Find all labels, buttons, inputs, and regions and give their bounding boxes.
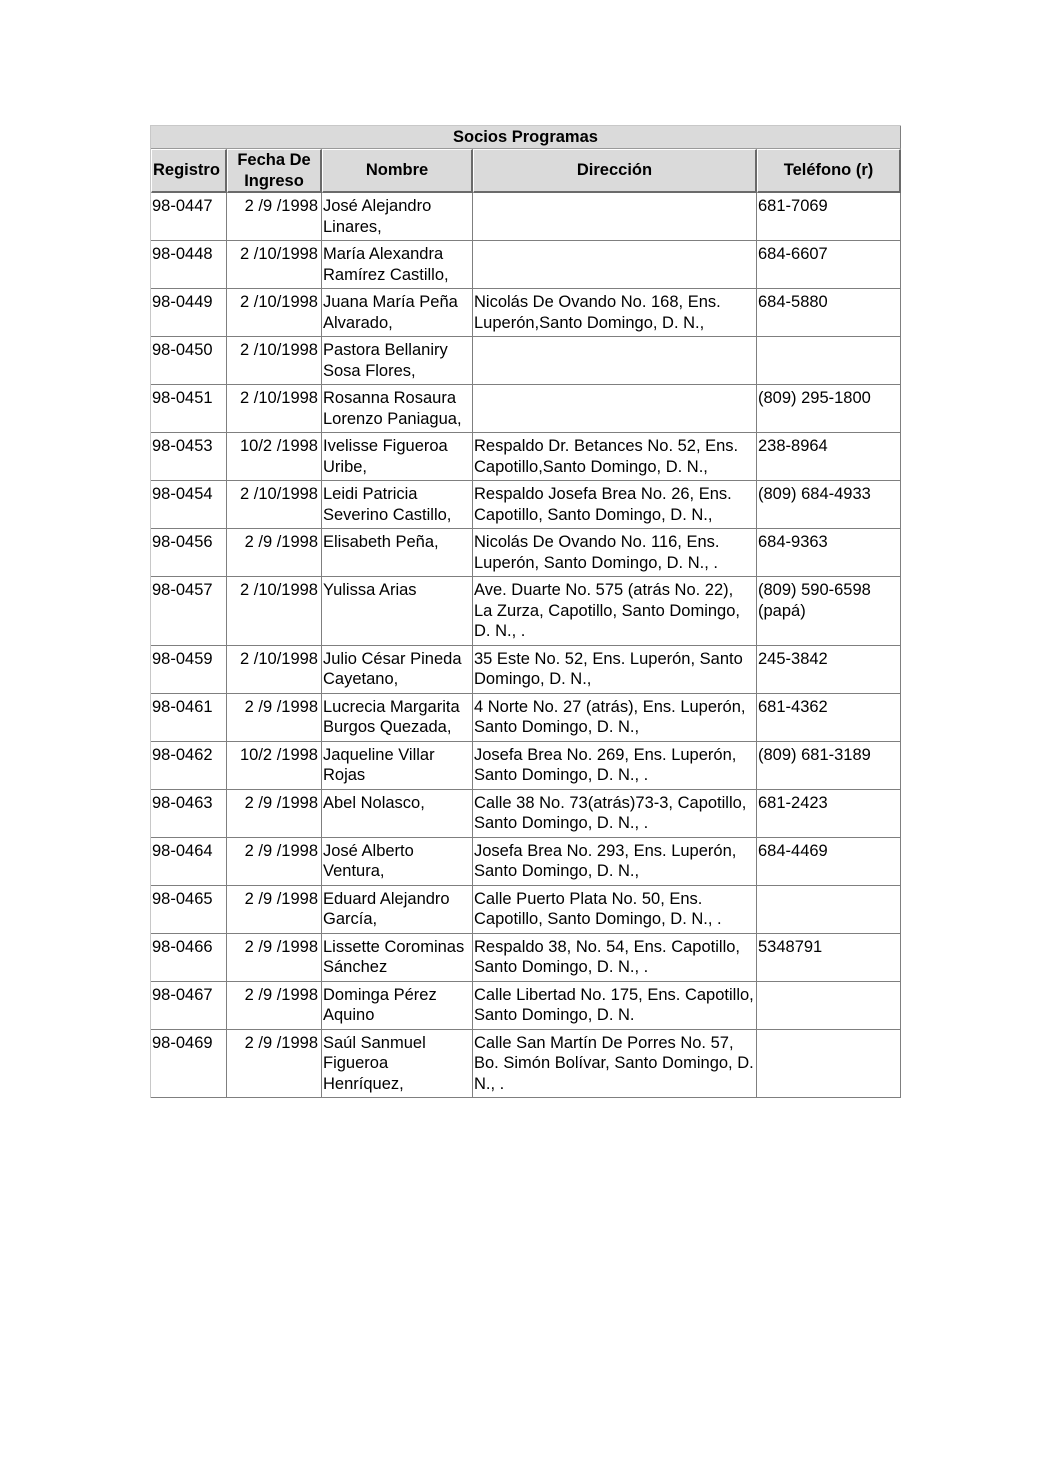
cell-telefono: 245-3842 [757, 646, 901, 694]
table-row [151, 577, 901, 646]
socios-table-container [150, 125, 900, 1098]
table-row [151, 694, 901, 742]
cell-telefono: 681-2423 [757, 790, 901, 838]
cell-fecha-ingreso: 2 /10/1998 [227, 289, 322, 337]
cell-fecha-ingreso: 2 /10/1998 [227, 646, 322, 694]
cell-telefono: 681-4362 [757, 694, 901, 742]
cell-fecha-ingreso: 2 /9 /1998 [227, 529, 322, 577]
cell-telefono: (809) 684-4933 [757, 481, 901, 529]
cell-registro: 98-0463 [151, 790, 227, 838]
cell-registro: 98-0454 [151, 481, 227, 529]
table-row [151, 385, 901, 433]
cell-registro: 98-0453 [151, 433, 227, 481]
cell-telefono: 5348791 [757, 934, 901, 982]
cell-direccion: Calle Libertad No. 175, Ens. Capotillo, Santo Domingo, D. N. [473, 982, 757, 1030]
cell-direccion: Calle San Martín De Porres No. 57, Bo. Simón Bolívar, Santo Domingo, D. N., . [473, 1030, 757, 1099]
cell-registro: 98-0450 [151, 337, 227, 385]
cell-direccion: 4 Norte No. 27 (atrás), Ens. Luperón, Santo Domingo, D. N., [473, 694, 757, 742]
cell-telefono: (809) 590-6598 (papá) [757, 577, 901, 646]
header-direccion: Dirección [473, 149, 757, 193]
cell-fecha-ingreso: 10/2 /1998 [227, 742, 322, 790]
cell-registro: 98-0457 [151, 577, 227, 646]
cell-registro: 98-0466 [151, 934, 227, 982]
cell-direccion: Respaldo 38, No. 54, Ens. Capotillo, Santo Domingo, D. N., . [473, 934, 757, 982]
cell-direccion: Calle Puerto Plata No. 50, Ens. Capotillo, Santo Domingo, D. N., . [473, 886, 757, 934]
cell-direccion: Ave. Duarte No. 575 (atrás No. 22), La Zurza, Capotillo, Santo Domingo, D. N., . [473, 577, 757, 646]
cell-telefono [757, 982, 901, 1030]
cell-registro: 98-0465 [151, 886, 227, 934]
cell-registro: 98-0464 [151, 838, 227, 886]
cell-fecha-ingreso: 2 /10/1998 [227, 337, 322, 385]
cell-telefono: 684-4469 [757, 838, 901, 886]
cell-direccion: Nicolás De Ovando No. 116, Ens. Luperón, Santo Domingo, D. N., . [473, 529, 757, 577]
cell-nombre: Yulissa Arias [322, 577, 473, 646]
table-row [151, 934, 901, 982]
table-row [151, 289, 901, 337]
table-row [151, 790, 901, 838]
cell-direccion [473, 193, 757, 241]
table-row [151, 529, 901, 577]
cell-nombre: Elisabeth Peña, [322, 529, 473, 577]
table-body [151, 193, 901, 1098]
cell-telefono: 684-6607 [757, 241, 901, 289]
cell-registro: 98-0467 [151, 982, 227, 1030]
cell-registro: 98-0447 [151, 193, 227, 241]
cell-nombre: Eduard Alejandro García, [322, 886, 473, 934]
header-telefono: Teléfono (r) [757, 149, 901, 193]
cell-fecha-ingreso: 2 /9 /1998 [227, 694, 322, 742]
cell-nombre: Dominga Pérez Aquino [322, 982, 473, 1030]
cell-registro: 98-0462 [151, 742, 227, 790]
cell-nombre: María Alexandra Ramírez Castillo, [322, 241, 473, 289]
cell-nombre: Saúl Sanmuel Figueroa Henríquez, [322, 1030, 473, 1099]
table-row [151, 1030, 901, 1099]
cell-fecha-ingreso: 2 /9 /1998 [227, 934, 322, 982]
cell-direccion [473, 241, 757, 289]
cell-fecha-ingreso: 2 /10/1998 [227, 577, 322, 646]
table-caption: Socios Programas [151, 126, 901, 149]
cell-fecha-ingreso: 2 /10/1998 [227, 481, 322, 529]
cell-telefono: (809) 295-1800 [757, 385, 901, 433]
cell-fecha-ingreso: 2 /10/1998 [227, 241, 322, 289]
table-row [151, 982, 901, 1030]
cell-nombre: Lissette Corominas Sánchez [322, 934, 473, 982]
cell-registro: 98-0459 [151, 646, 227, 694]
cell-fecha-ingreso: 2 /9 /1998 [227, 193, 322, 241]
table-row [151, 646, 901, 694]
cell-fecha-ingreso: 2 /9 /1998 [227, 886, 322, 934]
cell-registro: 98-0461 [151, 694, 227, 742]
cell-fecha-ingreso: 2 /9 /1998 [227, 982, 322, 1030]
cell-nombre: Lucrecia Margarita Burgos Quezada, [322, 694, 473, 742]
cell-telefono [757, 1030, 901, 1099]
cell-direccion: Calle 38 No. 73(atrás)73-3, Capotillo, Santo Domingo, D. N., . [473, 790, 757, 838]
cell-nombre: Ivelisse Figueroa Uribe, [322, 433, 473, 481]
cell-registro: 98-0451 [151, 385, 227, 433]
cell-telefono: 684-9363 [757, 529, 901, 577]
cell-telefono: 684-5880 [757, 289, 901, 337]
cell-nombre: José Alejandro Linares, [322, 193, 473, 241]
header-fecha-ingreso: Fecha De Ingreso [227, 149, 322, 193]
cell-telefono [757, 337, 901, 385]
table-row [151, 481, 901, 529]
cell-nombre: Leidi Patricia Severino Castillo, [322, 481, 473, 529]
cell-fecha-ingreso: 2 /9 /1998 [227, 1030, 322, 1099]
cell-fecha-ingreso: 2 /9 /1998 [227, 790, 322, 838]
table-row [151, 838, 901, 886]
cell-direccion: 35 Este No. 52, Ens. Luperón, Santo Domingo, D. N., [473, 646, 757, 694]
table-row [151, 742, 901, 790]
cell-direccion [473, 385, 757, 433]
cell-nombre: Julio César Pineda Cayetano, [322, 646, 473, 694]
header-registro: Registro [151, 149, 227, 193]
cell-registro: 98-0449 [151, 289, 227, 337]
cell-registro: 98-0469 [151, 1030, 227, 1099]
header-nombre: Nombre [322, 149, 473, 193]
table-row [151, 886, 901, 934]
cell-nombre: Jaqueline Villar Rojas [322, 742, 473, 790]
cell-nombre: Juana María Peña Alvarado, [322, 289, 473, 337]
cell-direccion: Respaldo Dr. Betances No. 52, Ens. Capotillo,Santo Domingo, D. N., [473, 433, 757, 481]
cell-telefono [757, 886, 901, 934]
cell-telefono: 238-8964 [757, 433, 901, 481]
cell-nombre: José Alberto Ventura, [322, 838, 473, 886]
cell-nombre: Rosanna Rosaura Lorenzo Paniagua, [322, 385, 473, 433]
cell-direccion: Respaldo Josefa Brea No. 26, Ens. Capotillo, Santo Domingo, D. N., [473, 481, 757, 529]
cell-direccion [473, 337, 757, 385]
cell-direccion: Josefa Brea No. 293, Ens. Luperón, Santo Domingo, D. N., [473, 838, 757, 886]
cell-nombre: Pastora Bellaniry Sosa Flores, [322, 337, 473, 385]
table-row [151, 433, 901, 481]
cell-direccion: Josefa Brea No. 269, Ens. Luperón, Santo Domingo, D. N., . [473, 742, 757, 790]
cell-registro: 98-0456 [151, 529, 227, 577]
cell-fecha-ingreso: 2 /9 /1998 [227, 838, 322, 886]
table-row [151, 241, 901, 289]
cell-direccion: Nicolás De Ovando No. 168, Ens. Luperón,Santo Domingo, D. N., [473, 289, 757, 337]
table-row [151, 193, 901, 241]
table-row [151, 337, 901, 385]
cell-fecha-ingreso: 10/2 /1998 [227, 433, 322, 481]
cell-nombre: Abel Nolasco, [322, 790, 473, 838]
socios-table [150, 125, 901, 1098]
cell-telefono: 681-7069 [757, 193, 901, 241]
cell-registro: 98-0448 [151, 241, 227, 289]
cell-telefono: (809) 681-3189 [757, 742, 901, 790]
cell-fecha-ingreso: 2 /10/1998 [227, 385, 322, 433]
